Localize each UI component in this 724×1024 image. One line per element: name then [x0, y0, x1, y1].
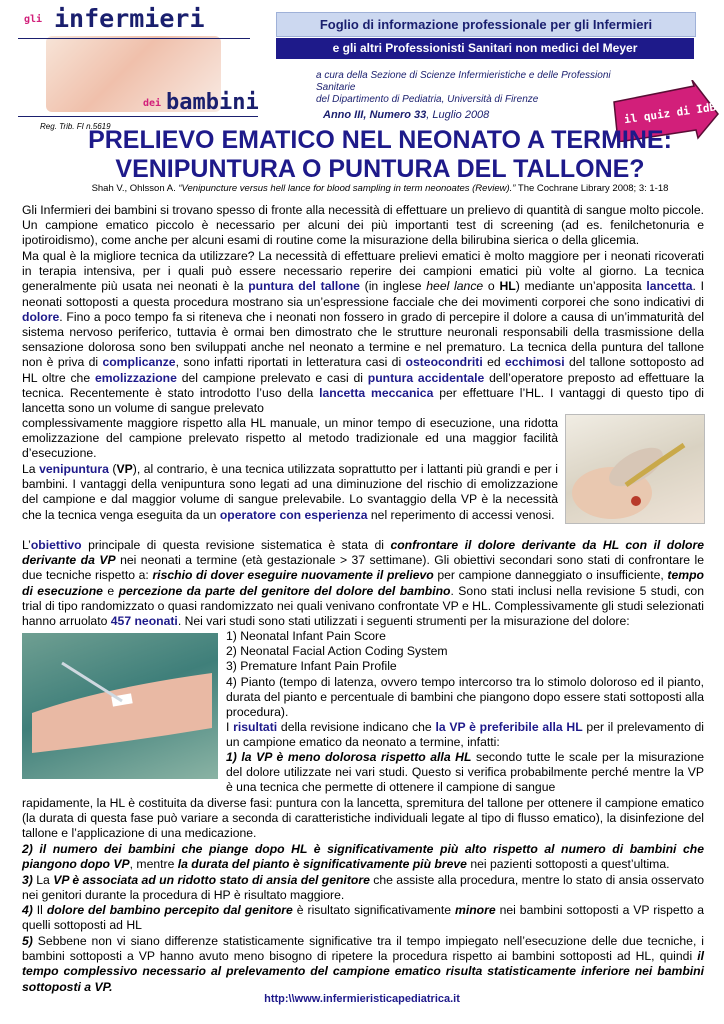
logo-infermieri: infermieri	[54, 4, 205, 33]
curator-line-2: del Dipartimento di Pediatria, Università di Firenze	[316, 94, 539, 105]
paragraph-results-intro: I risultati della revisione indicano che la VP è preferibile alla HL per il prelevamento di un campione ematico da neonato a termine, infatti:	[226, 720, 705, 750]
result-5: 5) Sebbene non vi siano differenze statisticamente significative tra il tempo impiegato nell’esecuzione delle due tecniche, i bambini sottoposti a VP hanno avuto meno bisogno di ripetere la procedura rispetto ai bambini sottoposti ad HL, quindi il tempo complessivo necessario al prelevamento del campione ematico risulta statisticamente inferiore nei bambini sottoposti a VP.	[22, 934, 704, 994]
logo-bambini: bambini	[166, 90, 259, 115]
article-title	[40, 126, 720, 184]
pain-tools-list	[226, 629, 704, 720]
result-1-continued: rapidamente, la HL è costituita da diverse fasi: puntura con la lancetta, spremitura del tallone per ottenere il campione ematico (la durata di questa fase può variare a seconda di caratteristiche individuali legate al tipo di flusso ematico), la disinfezione del tallone e l’applicazione di una medicazione.	[22, 796, 704, 841]
issue-number: Anno III, Numero 33	[323, 109, 427, 121]
curator-note	[316, 70, 616, 106]
paragraph-venipuncture: La venipuntura (VP), al contrario, è una tecnica utilizzata soprattutto per i lattanti più grandi e per i bambini. I vantaggi della venipuntura sono legati ad una diminuzione del rischio di emolizzazione del campione e dal maggior volume di sangue prelevabile. Lo svantaggio della VP è la necessità che la tecnica venga eseguita da un operatore con esperienza nel reperimento di accessi venosi.	[22, 462, 559, 522]
paragraph-intro: Gli Infermieri dei bambini si trovano spesso di fronte alla necessità di effettuare un prelievo di quantità di sangue molto piccole. Un campione ematico piccolo è necessario per alcuni dei più importanti test di screening (ad es. fenilchetonuria e ipotiroidismo), come anche per alcuni esami di routine come la misurazione della bilirubina sierica o della glicemia.	[22, 203, 704, 248]
citation-title: “Venipuncture versus hell lance for blood sampling in term neonoates (Review).”	[178, 183, 516, 194]
title-line-2: VENIPUNTURA O PUNTURA DEL TALLONE?	[115, 155, 645, 183]
paragraph-heel-lance: Ma qual è la migliore tecnica da utilizzare? La necessità di effettuare prelievi ematici è molto maggiore per i neonati ricoverati in terapia intensiva, per i quali può essere necessario reperire dei campioni ematici più volte al giorno. La tecnica generalmente più usata nei neonati è la puntura del tallone (in inglese heel lance o HL) mediante un’apposita lancetta. I neonati sottoposti a questa procedura mostrano sia un’espressione facciale che dei movimenti corporei che sono indicativi di dolore. Fino a poco tempo fa si riteneva che i neonati non fossero in grado di percepire il dolore a causa di un’immaturità del sistema nervoso periferico, tuttavia è ormai ben dimostrato che le strutture neuronali responsabili della trasmissione della sensazione dolorosa sono ben sviluppati anche nel neonato a termine e nel prematuro. La tecnica della puntura del tallone non è priva di complicanze, sono infatti riportati in letteratura casi di osteocondriti ed ecchimosi del tallone sottoposto ad HL oltre che emolizzazione del campione prelevato e casi di puntura accidentale dell’operatore preposto ad effettuare la tecnica. Recentemente è stato introdotto l’uso della lancetta meccanica per effettuare l’HL. I vantaggi di questo tipo di lancetta sono un volume di sangue prelevato	[22, 249, 704, 416]
header-banner-top: Foglio di informazione professionale per gli Infermieri	[276, 12, 696, 37]
header-banner-bottom: e gli altri Professionisti Sanitari non medici del Meyer	[276, 38, 694, 59]
registration-number: Reg. Trib. FI n.5619	[40, 122, 111, 131]
issue-info	[323, 109, 489, 121]
title-line-1: PRELIEVO EMATICO NEL NEONATO A TERMINE:	[88, 126, 672, 154]
result-2: 2) il numero dei bambini che piange dopo HL è significativamente più alto rispetto al numero di bambini che piangono dopo VP, mentre la durata del pianto è significativamente più breve nei pazienti sottoposti a quest’ultima.	[22, 842, 704, 872]
tool-item: 1) Neonatal Infant Pain Score	[226, 629, 386, 643]
result-4: 4) Il dolore del bambino percepito dal genitore è risultato significativamente minore nei bambini sottoposti a VP rispetto a quelli sottoposti ad HL	[22, 903, 704, 933]
logo-gli: gli	[24, 14, 43, 25]
curator-line-1: a cura della Sezione di Scienze Infermieristiche e delle Professioni Sanitarie	[316, 70, 611, 93]
heel-lance-photo	[565, 414, 705, 524]
citation-authors: Shah V., Ohlsson A.	[91, 183, 179, 194]
issue-date: , Luglio 2008	[426, 109, 490, 121]
citation-source: The Cochrane Library 2008; 3: 1-18	[515, 183, 669, 194]
masthead-logo	[18, 4, 258, 124]
citation	[40, 183, 720, 194]
tool-item: 3) Premature Infant Pain Profile	[226, 659, 397, 674]
result-3: 3) La VP è associata ad un ridotto stato di ansia del genitore che assiste alla procedura, mentre lo stato di ansia osservato nei genitori durante la procedura di HP è risultato maggiore.	[22, 873, 704, 903]
footer-website-link[interactable]: http:\\www.infermieristicapediatrica.it	[264, 993, 460, 1005]
logo-dei: dei	[143, 98, 162, 109]
venipuncture-photo	[22, 633, 218, 779]
tool-item: 2) Neonatal Facial Action Coding System	[226, 644, 448, 659]
logo-rule-top	[18, 38, 250, 39]
tool-item: 4) Pianto (tempo di latenza, ovvero tempo intercorso tra lo stimolo doloroso ed il pianto, durata del pianto e percentuale di bambini che piangono dopo essere stati sottoposti alla procedura).	[226, 674, 704, 720]
logo-rule-bottom	[18, 116, 258, 117]
paragraph-mechanical-lance: complessivamente maggiore rispetto alla HL manuale, un minor tempo di esecuzione, una ridotta emolizzazione del campione prelevato rispetto al metodo tradizionale ed una maggior facilità d’esecuzione.	[22, 416, 558, 461]
quiz-label: il quiz di IdB	[623, 100, 717, 127]
result-1: 1) la VP è meno dolorosa rispetto alla HL secondo tutte le scale per la misurazione del dolore utilizzate nei vari studi. Questo si verifica probabilmente perché mentre la VP è una tecnica che permette di ottenere il campione di sangue	[226, 750, 705, 795]
paragraph-objective: L’obiettivo principale di questa revisione sistematica è stata di confrontare il dolore derivante da HL con il dolore derivante da VP nei neonati a termine (età gestazionale > 37 settimane). Gli obiettivi secondari sono stati di confrontare le due tecniche rispetto a: rischio di dover eseguire nuovamente il prelievo per campione danneggiato o insufficiente, tempo di esecuzione e percezione da parte del genitore del dolore del bambino. Sono stati inclusi nella revisione 5 studi, con trial di tipo randomizzato o quasi randomizzato nei quali venivano confrontate VP e HL. Complessivamente gli studi selezionati hanno arruolato 457 neonati. Nei vari studi sono stati utilizzati i seguenti strumenti per la misurazione del dolore:	[22, 538, 705, 629]
